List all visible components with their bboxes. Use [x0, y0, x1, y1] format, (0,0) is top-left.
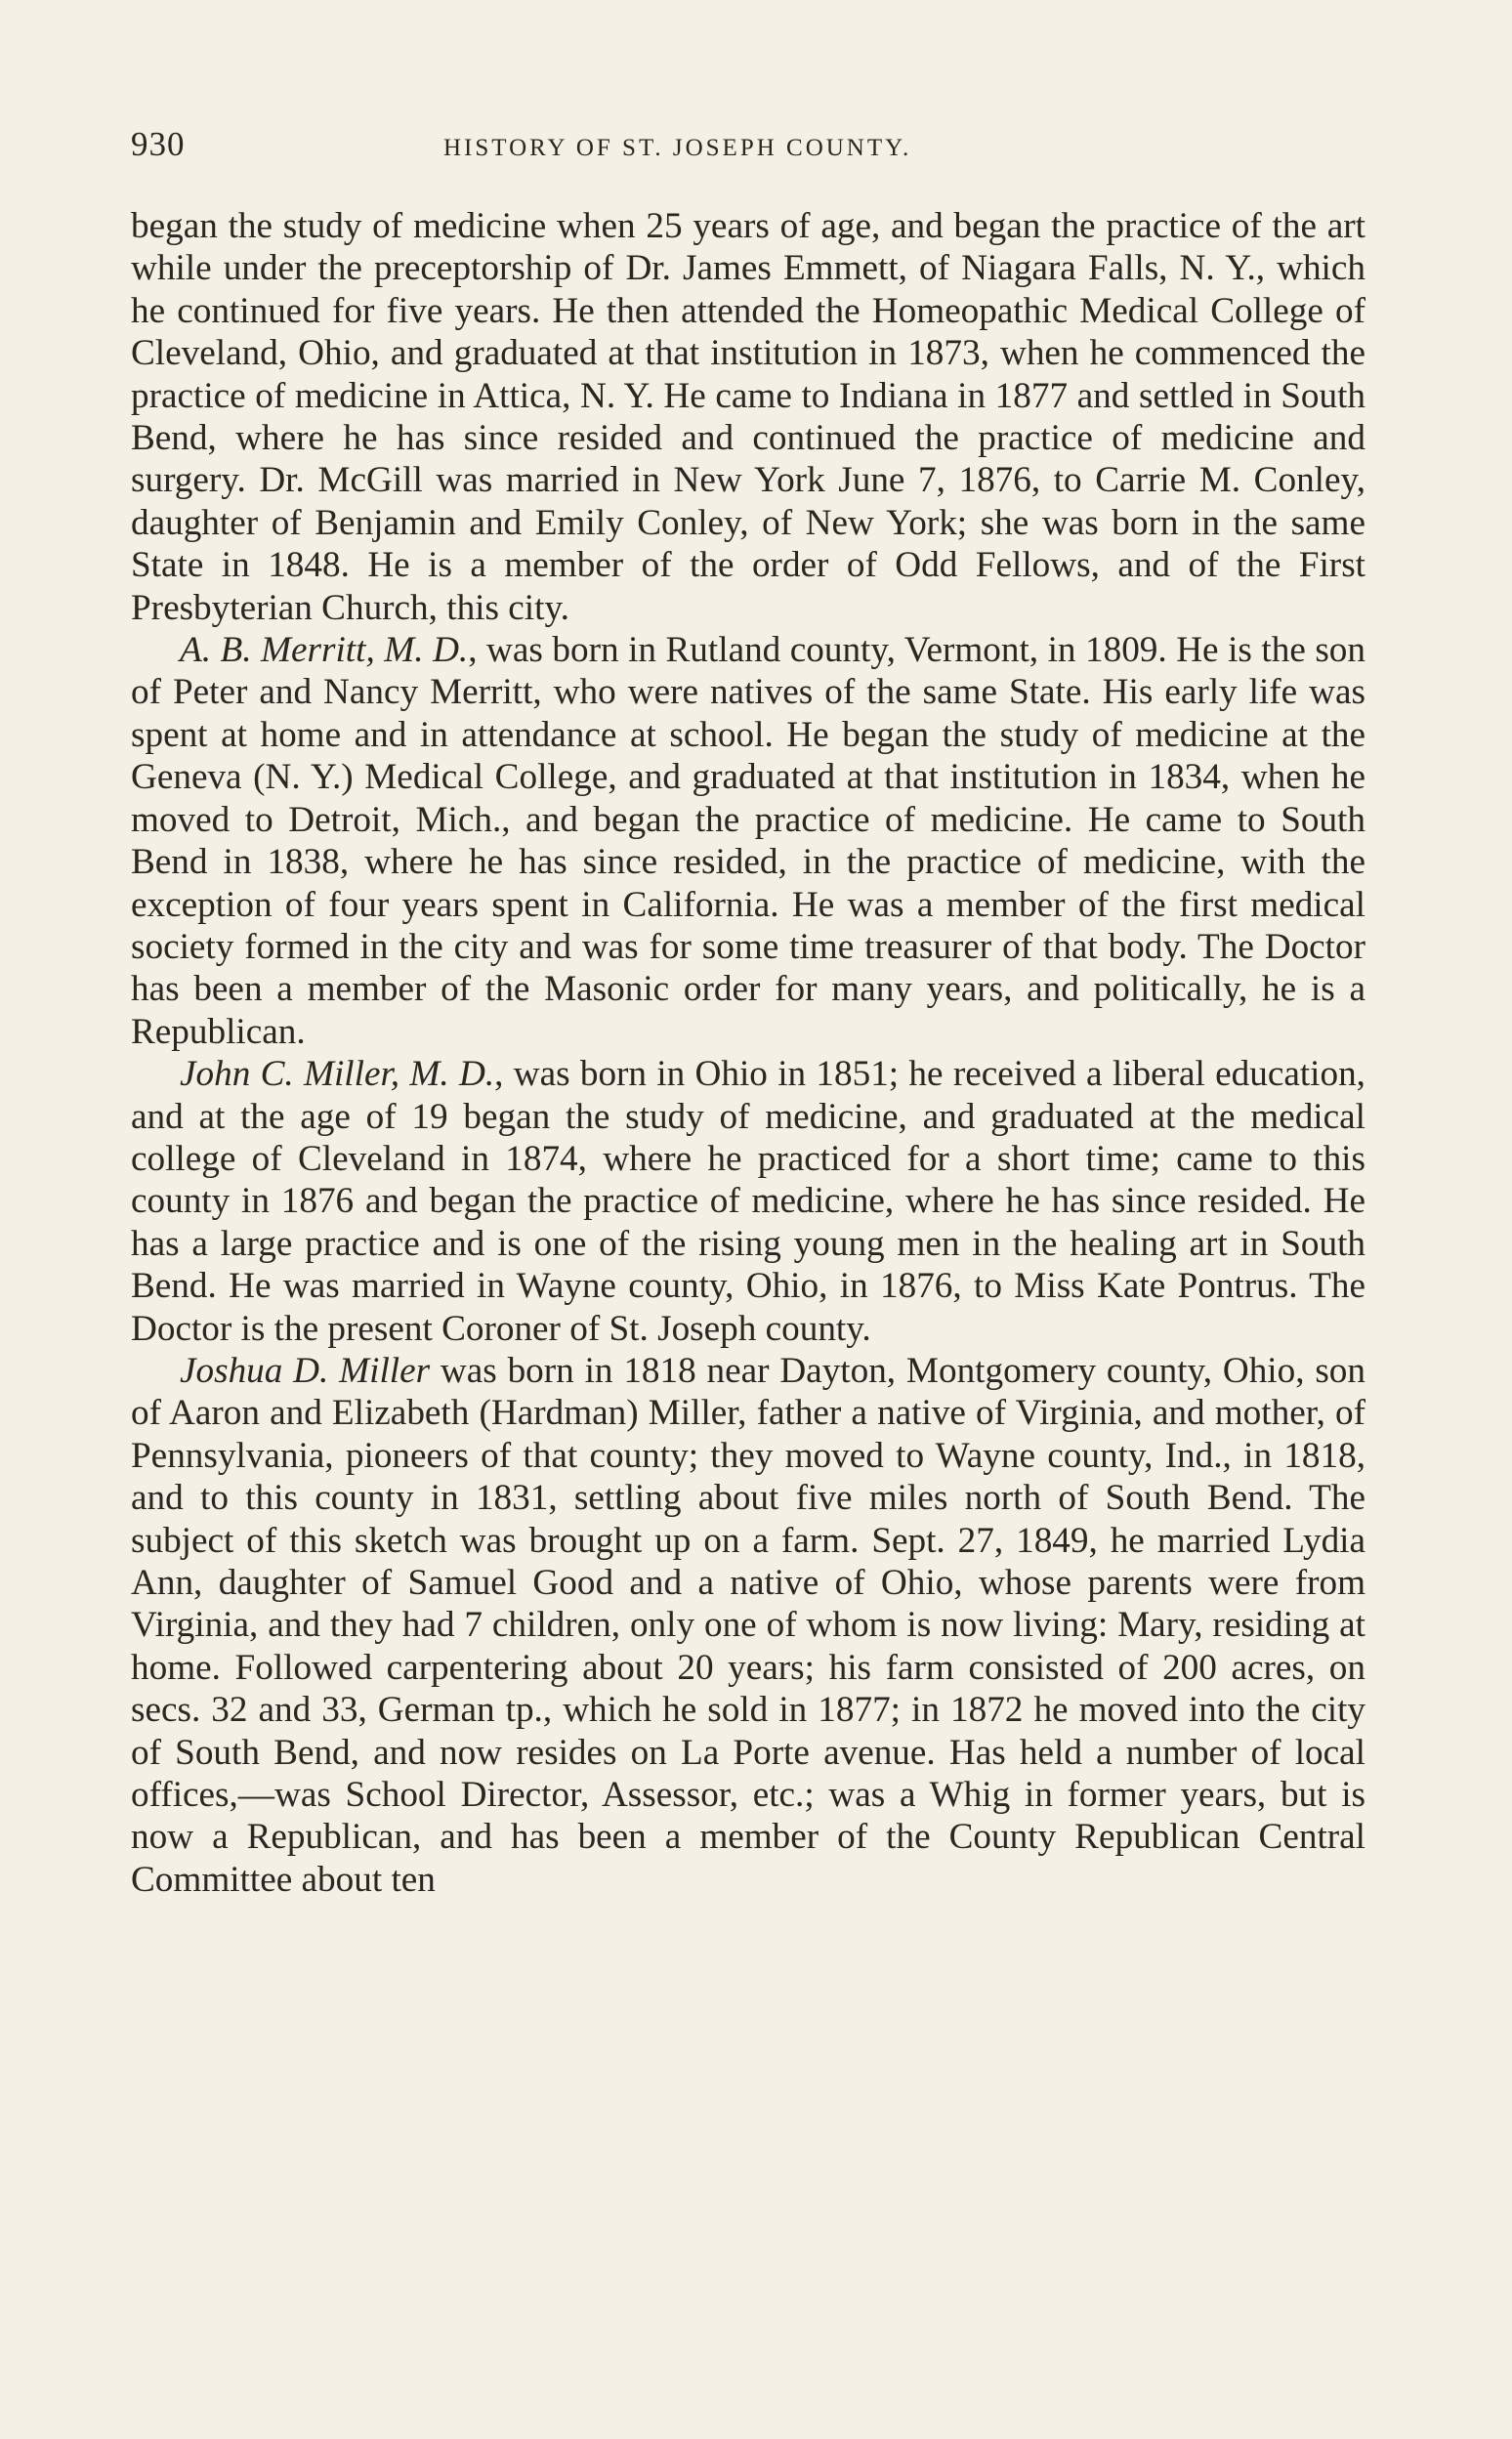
page-number: 930 [131, 125, 186, 163]
biography-joshua-miller [131, 1350, 1365, 1901]
biography-name: A. B. Merritt, M. D. [180, 630, 469, 671]
biography-name: Joshua D. Miller [180, 1350, 431, 1391]
page-header [131, 125, 1371, 174]
paragraph-text: began the study of medicine when 25 years of age, and began the practice of the art while under the preceptorship of Dr. James Emmett, of Niagara Falls, N. Y., which he continued for five years. He then attended the Homeopathic Medical College of Cleveland, Ohio, and graduated at that institution in 1873, when he commenced the practice of medicine in Attica, N. Y. He came to Indiana in 1877 and settled in South Bend, where he has since resided and continued the practice of medicine and surgery. Dr. McGill was married in New York June 7, 1876, to Carrie M. Conley, daughter of Benjamin and Emily Conley, of New York; she was born in the same State in 1848. He is a member of the order of Odd Fellows, and of the First Presbyterian Church, this city. [131, 206, 1365, 628]
biography-merritt [131, 629, 1365, 1053]
body-text [131, 205, 1365, 1901]
biography-name: John C. Miller, M. D. [180, 1054, 495, 1095]
biography-text: , was born in Rutland county, Vermont, in 1809. He is the son of Peter and Nancy Merritt, who were natives of the same State. His early life was spent at home and in attendance at school. He began the study of medicine at the Geneva (N. Y.) Medical College, and graduated at that institution in 1834, when he moved to Detroit, Mich., and began the practice of medicine. He came to South Bend in 1838, where he has since resided, in the practice of medicine, with the exception of four years spent in California. He was a member of the first medical society formed in the city and was for some time treasurer of that body. The Doctor has been a member of the Masonic order for many years, and politically, he is a Republican. [131, 630, 1365, 1052]
biography-text: , was born in Ohio in 1851; he received a liberal education, and at the age of 19 began the study of medicine, and graduated at the medical college of Cleveland in 1874, where he practiced for a short time; came to this county in 1876 and began the practice of medicine, where he has since resided. He has a large practice and is one of the rising young men in the healing art in South Bend. He was married in Wayne county, Ohio, in 1876, to Miss Kate Pontrus. The Doctor is the present Coroner of St. Joseph county. [131, 1054, 1365, 1349]
biography-text: was born in 1818 near Dayton, Montgomery county, Ohio, son of Aaron and Elizabeth (Hardman) Miller, father a native of Virginia, and mother, of Pennsylvania, pioneers of that county; they moved to Wayne county, Ind., in 1818, and to this county in 1831, settling about five miles north of South Bend. The subject of this sketch was brought up on a farm. Sept. 27, 1849, he married Lydia Ann, daughter of Samuel Good and a native of Ohio, whose parents were from Virginia, and they had 7 children, only one of whom is now living: Mary, residing at home. Followed carpentering about 20 years; his farm consisted of 200 acres, on secs. 32 and 33, German tp., which he sold in 1877; in 1872 he moved into the city of South Bend, and now resides on La Porte avenue. Has held a number of local offices,—was School Director, Assessor, etc.; was a Whig in former years, but is now a Republican, and has been a member of the County Republican Central Committee about ten [131, 1350, 1365, 1900]
paragraph-continuation [131, 205, 1365, 629]
biography-john-miller [131, 1053, 1365, 1350]
running-head: HISTORY OF ST. JOSEPH COUNTY. [443, 135, 912, 161]
